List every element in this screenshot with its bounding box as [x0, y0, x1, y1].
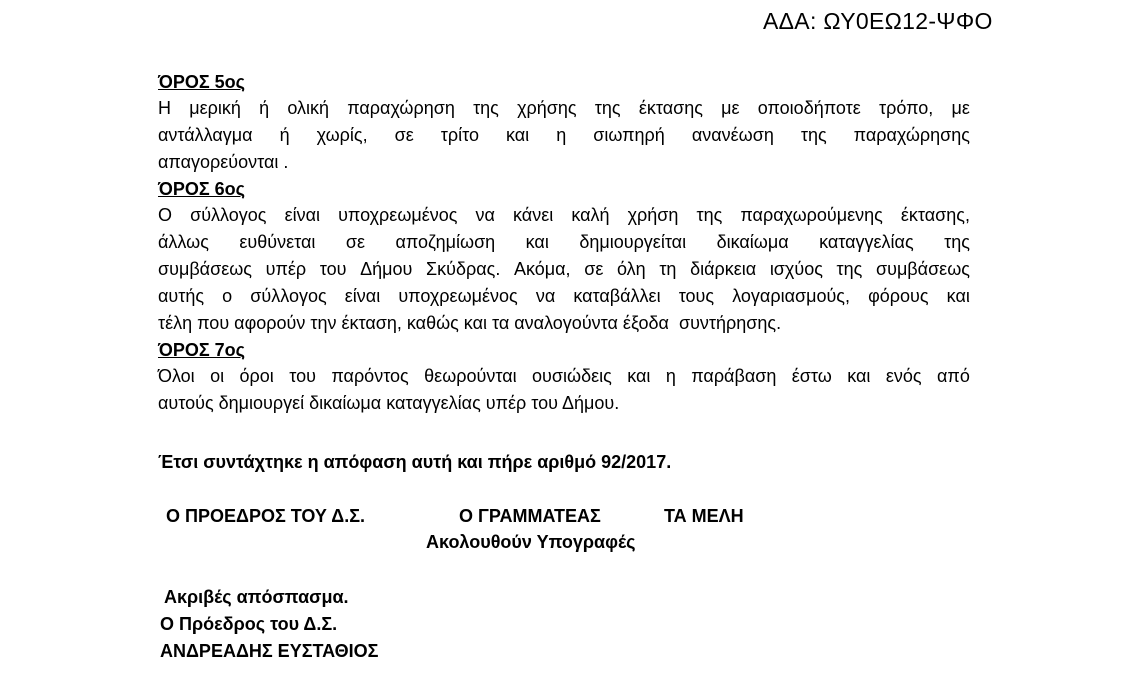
decision-conclusion: Έτσι συντάχτηκε η απόφαση αυτή και πήρε αριθμό 92/2017. [158, 452, 672, 472]
paragraph-line [158, 122, 970, 149]
word: συμβάσεως [875, 259, 970, 279]
word: και [525, 232, 549, 252]
word: ισχύος [769, 259, 823, 279]
word: και [505, 125, 530, 145]
word: σε [345, 232, 365, 252]
paragraph-line [158, 95, 970, 122]
word: να [535, 286, 556, 306]
word: συμβάσεως [158, 259, 252, 279]
word: με [951, 98, 970, 118]
word: Η [158, 98, 171, 118]
word: αποζημίωση [395, 232, 496, 252]
word: ενός [885, 366, 922, 386]
term-paragraph [158, 95, 970, 176]
word: της [944, 232, 970, 252]
word: ή [279, 125, 290, 145]
ada-code: ΑΔΑ: ΩΥ0ΕΩ12-ΨΦΟ [763, 8, 993, 34]
word: μερική [189, 98, 241, 118]
word: σύλλογος [250, 286, 327, 306]
word: παραχώρηση [347, 98, 455, 118]
word: του [289, 366, 316, 386]
word: διάρκεια [690, 259, 757, 279]
signature-members: ΤΑ ΜΕΛΗ [664, 506, 744, 526]
word: Σκύδρας. [426, 259, 501, 279]
word: χρήση [627, 205, 679, 225]
word: Δήμου [360, 259, 413, 279]
paragraph-line: αυτούς δημιουργεί δικαίωμα καταγγελίας υπέρ του Δήμου. [158, 393, 620, 413]
paragraph-line: τέλη που αφορούν την έκταση, καθώς και τα αναλογούντα έξοδα συντήρησης. [158, 313, 782, 333]
word: της [836, 259, 863, 279]
term-heading: ΌΡΟΣ 5ος [158, 72, 246, 92]
word: παρόντος [331, 366, 409, 386]
paragraph-line [158, 283, 970, 310]
word: είναι [344, 286, 381, 306]
word: και [946, 286, 970, 306]
word: σύλλογος [190, 205, 267, 225]
word: τρόπο, [879, 98, 934, 118]
word: έκτασης, [900, 205, 970, 225]
word: κάνει [513, 205, 554, 225]
word: φόρους [868, 286, 929, 306]
word: υπέρ [265, 259, 307, 279]
word: σιωπηρή [593, 125, 665, 145]
word: του [319, 259, 347, 279]
word: άλλως [158, 232, 209, 252]
term-heading: ΌΡΟΣ 7ος [158, 340, 246, 360]
word: δημιουργείται [579, 232, 687, 252]
word: υποχρεωμένος [398, 286, 518, 306]
term-paragraph [158, 363, 970, 417]
word: Όλοι [158, 366, 195, 386]
word: και [847, 366, 871, 386]
word: ο [222, 286, 233, 306]
word: ανανέωση [691, 125, 774, 145]
word: όροι [239, 366, 274, 386]
word: με [721, 98, 740, 118]
word: λογαριασμούς, [732, 286, 850, 306]
word: υποχρεωμένος [338, 205, 458, 225]
word: τρίτο [440, 125, 479, 145]
word: από [937, 366, 970, 386]
extract-president-title: Ο Πρόεδρος του Δ.Σ. [160, 614, 338, 634]
word: έκτασης [638, 98, 703, 118]
word: θεωρούνται [424, 366, 517, 386]
signature-president: Ο ΠΡΟΕΔΡΟΣ ΤΟΥ Δ.Σ. [166, 506, 366, 526]
word: χρήσης [517, 98, 577, 118]
word: της [473, 98, 499, 118]
signature-secretary: Ο ΓΡΑΜΜΑΤΕΑΣ [459, 506, 601, 526]
word: οι [210, 366, 225, 386]
word: καταγγελίας [819, 232, 914, 252]
word: έστω [791, 366, 832, 386]
term-paragraph [158, 202, 970, 337]
word: της [800, 125, 827, 145]
word: Ο [158, 205, 173, 225]
word: Ακόμα, [513, 259, 571, 279]
word: καταβάλλει [573, 286, 661, 306]
word: ευθύνεται [239, 232, 316, 252]
word: οποιοδήποτε [757, 98, 861, 118]
word: τη [659, 259, 677, 279]
word: να [475, 205, 495, 225]
word: παράβαση [691, 366, 777, 386]
extract-president-name: ΑΝΔΡΕΑΔΗΣ ΕΥΣΤΑΘΙΟΣ [160, 641, 379, 661]
word: σε [584, 259, 604, 279]
word: τους [678, 286, 715, 306]
word: παραχώρησης [853, 125, 970, 145]
word: της [696, 205, 723, 225]
word: καλή [571, 205, 610, 225]
word: η [556, 125, 567, 145]
word: ολική [287, 98, 330, 118]
word: ουσιώδεις [532, 366, 612, 386]
paragraph-line [158, 202, 970, 229]
paragraph-line [158, 256, 970, 283]
signatures-follow-note: Ακολουθούν Υπογραφές [426, 532, 636, 552]
word: ή [259, 98, 270, 118]
paragraph-line [158, 363, 970, 390]
word: όλη [616, 259, 646, 279]
word: αυτής [158, 286, 205, 306]
word: είναι [284, 205, 320, 225]
word: της [594, 98, 621, 118]
word: χωρίς, [316, 125, 368, 145]
document-body [158, 69, 970, 417]
extract-true-copy: Ακριβές απόσπασμα. [164, 587, 349, 607]
word: και [627, 366, 651, 386]
word: σε [394, 125, 414, 145]
term-heading: ΌΡΟΣ 6ος [158, 179, 246, 199]
word: αντάλλαγμα [158, 125, 253, 145]
paragraph-line: απαγορεύονται . [158, 152, 289, 172]
word: παραχωρούμενης [740, 205, 883, 225]
word: δικαίωμα [716, 232, 789, 252]
paragraph-line [158, 229, 970, 256]
word: η [665, 366, 676, 386]
